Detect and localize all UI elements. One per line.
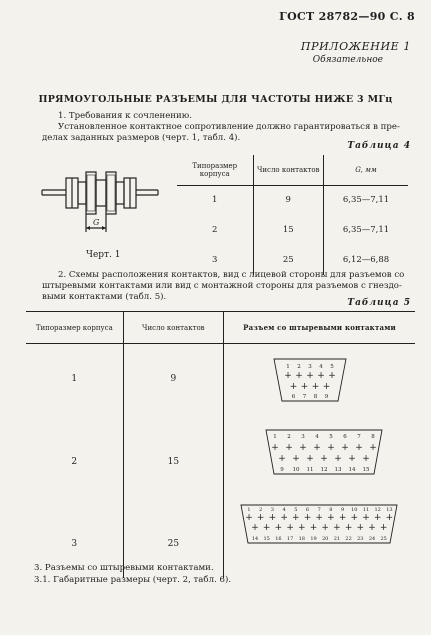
contact-pin-mark: + xyxy=(328,371,336,381)
contact-pin-mark: + xyxy=(315,513,323,523)
contact-number: 9 xyxy=(324,394,329,400)
contact-number: 1 xyxy=(247,507,251,513)
contact-pin-mark: + xyxy=(285,443,293,453)
contact-number: 11 xyxy=(362,507,370,513)
contact-pin-mark: + xyxy=(321,523,329,533)
t4-cell: 1 xyxy=(212,195,218,206)
t5-header-pin-connector: Разъем со штыревыми контактами xyxy=(224,312,415,344)
contact-number: 3 xyxy=(270,507,274,513)
contact-number: 7 xyxy=(357,434,361,440)
section-title: ПРЯМОУГОЛЬНЫЕ РАЗЪЕМЫ ДЛЯ ЧАСТОТЫ НИЖЕ 3 МГц xyxy=(38,94,393,105)
table-row xyxy=(177,185,408,215)
contact-pin-mark: + xyxy=(348,454,356,464)
contact-number: 21 xyxy=(333,536,341,542)
contact-pin-mark: + xyxy=(379,523,388,533)
contact-pin-mark: + xyxy=(369,443,377,453)
t4-cell: 3 xyxy=(212,255,218,265)
contact-pin-mark: + xyxy=(362,454,370,464)
contact-pin-mark: + xyxy=(350,513,359,523)
contact-number: 9 xyxy=(280,467,284,473)
para-layouts-2: штыревыми контактами или вид с монтажной стороны для разъемов с гнездо- xyxy=(42,281,402,291)
contact-number: 14 xyxy=(348,467,356,473)
contact-pin-mark: + xyxy=(306,371,314,381)
contact-pin-mark: + xyxy=(292,513,300,523)
contact-pin-mark: + xyxy=(306,454,314,464)
contact-number: 5 xyxy=(294,507,298,513)
contact-pin-mark: + xyxy=(286,523,294,533)
contact-pin-mark: + xyxy=(251,523,259,533)
contact-number: 9 xyxy=(341,507,345,513)
para-requirements: 1. Требования к сочленению. xyxy=(58,111,192,121)
t5-cell: 1 xyxy=(71,373,78,384)
contact-number: 8 xyxy=(329,507,333,513)
connector-drawing xyxy=(40,168,160,238)
table-row xyxy=(177,215,408,245)
contact-number: 12 xyxy=(374,507,381,513)
t5-cell: 25 xyxy=(123,510,224,578)
contact-number: 5 xyxy=(329,434,333,440)
para-layouts-3: выми контактами (табл. 5). xyxy=(42,292,167,302)
contact-number: 6 xyxy=(291,394,296,400)
contact-number: 6 xyxy=(305,507,310,513)
contact-number: 2 xyxy=(287,434,291,440)
t4-header-size: Типоразмер корпуса xyxy=(177,155,253,185)
contact-number: 3 xyxy=(301,434,305,440)
contact-number: 20 xyxy=(322,536,329,542)
contact-number: 4 xyxy=(315,434,319,440)
contact-pin-mark: + xyxy=(303,513,312,523)
contact-number: 13 xyxy=(334,467,342,473)
t4-cell: 25 xyxy=(253,245,324,275)
contact-layout-9 xyxy=(270,356,350,404)
contact-pin-mark: + xyxy=(280,513,288,523)
contact-pin-mark: + xyxy=(320,454,328,464)
contact-pin-mark: + xyxy=(300,382,309,392)
contact-number: 8 xyxy=(371,434,375,440)
contact-number: 3 xyxy=(308,364,312,370)
contact-number: 14 xyxy=(251,536,259,542)
contact-pin-mark: + xyxy=(385,513,394,523)
contact-number: 4 xyxy=(282,507,286,513)
para-layouts-1: 2. Схемы расположения контактов, вид с лицевой стороны для разъемов со xyxy=(58,270,405,280)
contact-pin-mark: + xyxy=(368,523,376,533)
contact-pin-mark: + xyxy=(338,513,347,523)
contact-pin-mark: + xyxy=(268,513,277,523)
para-overall-dims: 3.1. Габаритные размеры (черт. 2, табл. 6). xyxy=(34,575,232,585)
contact-number: 10 xyxy=(292,467,300,473)
contact-layout-25 xyxy=(238,502,400,546)
contact-number: 2 xyxy=(259,507,263,513)
appendix-status: Обязательное xyxy=(312,55,383,65)
t4-cell: 6,35—7,11 xyxy=(324,185,408,215)
contact-number: 6 xyxy=(343,434,347,440)
appendix-title: ПРИЛОЖЕНИЕ 1 xyxy=(300,40,411,53)
contact-number: 1 xyxy=(286,364,290,370)
contact-pin-mark: + xyxy=(327,443,335,453)
t4-cell: 9 xyxy=(253,185,324,215)
t4-header-contacts: Число контактов xyxy=(253,155,324,185)
contact-number: 16 xyxy=(275,536,282,542)
t5-header-size: Типоразмер корпуса xyxy=(26,312,123,344)
t4-cell: 6,12—6,88 xyxy=(324,245,408,275)
contact-number: 10 xyxy=(351,507,358,513)
t5-cell: 2 xyxy=(71,456,78,467)
contact-pin-mark: + xyxy=(313,443,321,453)
contact-number: 23 xyxy=(357,536,364,542)
t5-cell: 15 xyxy=(123,414,224,510)
contact-pin-mark: + xyxy=(309,523,318,533)
contact-pin-mark: + xyxy=(245,513,253,523)
contact-pin-mark: + xyxy=(295,371,303,381)
contact-number: 7 xyxy=(302,394,307,400)
contact-number: 1 xyxy=(273,434,277,440)
contact-number: 11 xyxy=(306,467,314,473)
contact-pin-mark: + xyxy=(311,382,320,392)
contact-pin-mark: + xyxy=(327,513,335,523)
contact-number: 15 xyxy=(362,467,370,473)
contact-pin-mark: + xyxy=(355,443,363,453)
contact-layout-15 xyxy=(263,427,385,477)
dim-label-g: G xyxy=(93,218,100,227)
figure-caption: Черт. 1 xyxy=(86,250,121,260)
t5-cell: 9 xyxy=(123,344,224,414)
contact-pin-mark: + xyxy=(322,382,331,392)
contact-number: 19 xyxy=(310,536,317,542)
table-4 xyxy=(177,155,408,275)
contact-pin-mark: + xyxy=(278,454,286,464)
para-pin-connectors: 3. Разъемы со штыревыми контактами. xyxy=(34,563,214,573)
contact-number: 15 xyxy=(263,536,270,542)
contact-pin-mark: + xyxy=(362,513,370,523)
contact-pin-mark: + xyxy=(356,523,365,533)
t5-cell: 3 xyxy=(71,538,78,549)
contact-pin-mark: + xyxy=(334,454,342,464)
t4-header-g: G, мм xyxy=(324,155,408,185)
contact-pin-mark: + xyxy=(298,523,306,533)
contact-pin-mark: + xyxy=(373,513,382,523)
contact-number: 22 xyxy=(345,536,352,542)
contact-pin-mark: + xyxy=(256,513,265,523)
t4-cell: 15 xyxy=(253,215,324,245)
table5-caption: Таблица 5 xyxy=(347,298,411,308)
contact-number: 17 xyxy=(286,536,294,542)
standard-number: ГОСТ 28782—90 С. 8 xyxy=(279,10,415,23)
contact-pin-mark: + xyxy=(289,382,298,392)
contact-pin-mark: + xyxy=(274,523,283,533)
para-contact-resistance-1: Установленное контактное сопротивление должно гарантироваться в пре- xyxy=(58,122,400,132)
contact-number: 13 xyxy=(386,507,393,513)
t5-header-contacts: Число контактов xyxy=(123,312,224,344)
table4-caption: Таблица 4 xyxy=(347,141,411,151)
contact-pin-mark: + xyxy=(333,523,341,533)
para-contact-resistance-2: делах заданных размеров (черт. 1, табл. 4). xyxy=(42,133,241,143)
t4-cell: 6,35—7,11 xyxy=(324,215,408,245)
contact-number: 7 xyxy=(317,507,321,513)
table-row xyxy=(26,344,415,414)
contact-number: 25 xyxy=(380,536,387,542)
contact-number: 18 xyxy=(298,536,305,542)
contact-pin-mark: + xyxy=(292,454,300,464)
t4-cell: 2 xyxy=(212,225,218,235)
contact-pin-mark: + xyxy=(344,523,353,533)
contact-number: 8 xyxy=(313,394,318,400)
contact-pin-mark: + xyxy=(284,371,292,381)
contact-pin-mark: + xyxy=(299,443,307,453)
contact-number: 5 xyxy=(330,364,334,370)
contact-number: 24 xyxy=(368,536,376,542)
contact-pin-mark: + xyxy=(262,523,271,533)
contact-pin-mark: + xyxy=(271,443,279,453)
contact-number: 4 xyxy=(319,364,323,370)
contact-pin-mark: + xyxy=(341,443,349,453)
contact-number: 12 xyxy=(320,467,328,473)
contact-pin-mark: + xyxy=(317,371,325,381)
contact-number: 2 xyxy=(297,364,301,370)
